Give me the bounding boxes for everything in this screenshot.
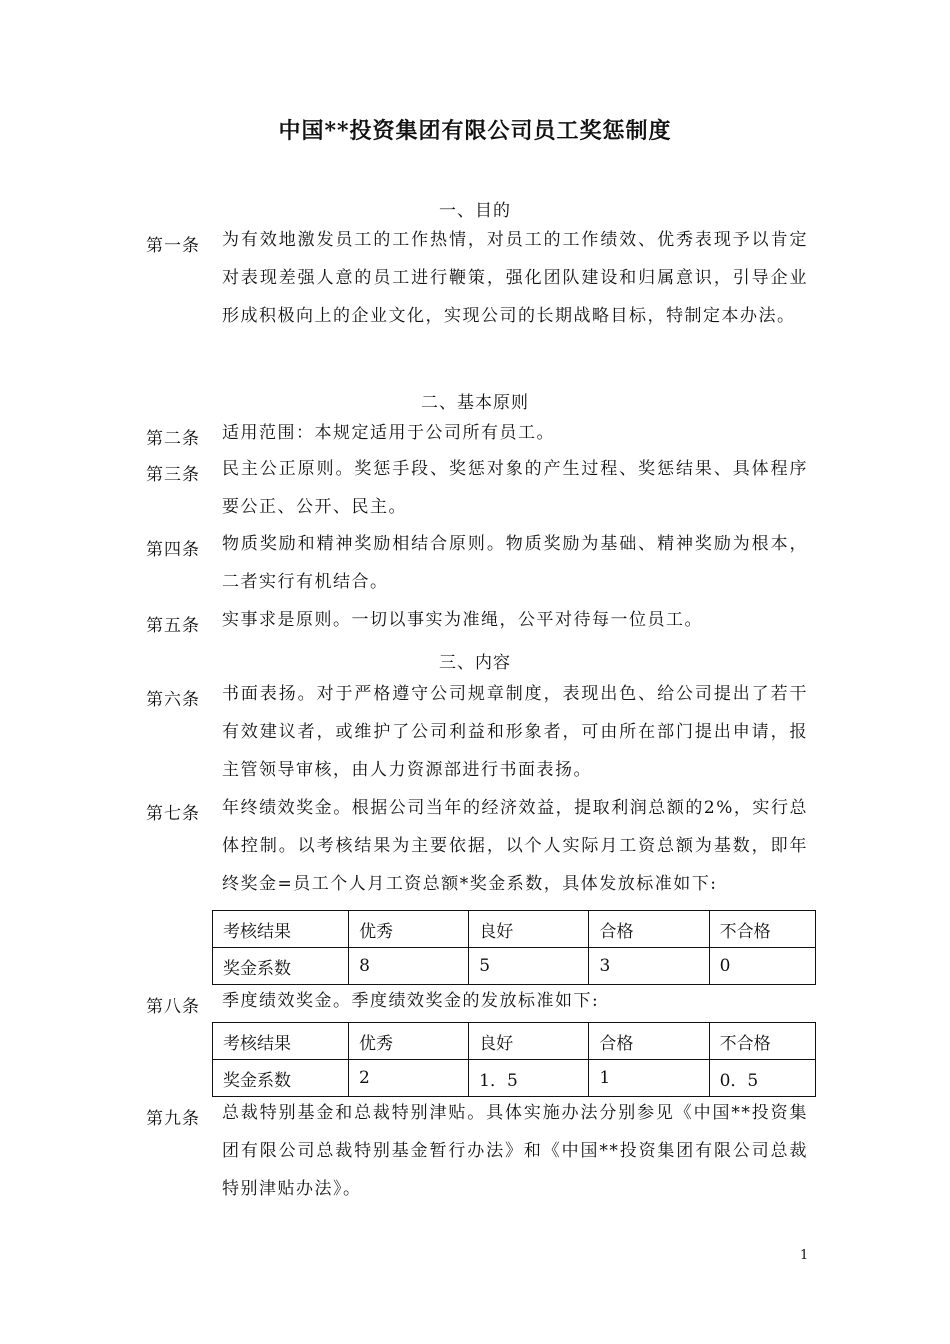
table-cell: 良好 xyxy=(469,1023,589,1060)
table-cell: 奖金系数 xyxy=(213,948,349,985)
article-9 xyxy=(146,1104,808,1208)
article-2 xyxy=(146,424,808,452)
table-cell: 考核结果 xyxy=(213,911,349,948)
section-heading-principles: 二、基本原则 xyxy=(421,393,529,413)
table-cell: 2 xyxy=(349,1060,469,1097)
table-header-row xyxy=(213,1023,816,1060)
article-text: 季度绩效奖金。季度绩效奖金的发放标准如下: xyxy=(222,991,600,1011)
section-heading-content: 三、内容 xyxy=(439,653,511,673)
article-label: 第一条 xyxy=(146,236,200,256)
table-cell: 优秀 xyxy=(349,911,469,948)
table-cell: 8 xyxy=(349,948,469,985)
table-cell: 合格 xyxy=(589,1023,709,1060)
table-cell: 0 xyxy=(709,948,815,985)
article-label: 第八条 xyxy=(146,997,200,1017)
article-6 xyxy=(146,685,808,789)
article-text: 适用范围：本规定适用于公司所有员工。 xyxy=(222,423,555,443)
article-label: 第六条 xyxy=(146,690,200,710)
table-cell: 不合格 xyxy=(709,911,815,948)
table-cell: 1 xyxy=(589,1060,709,1097)
article-label: 第七条 xyxy=(146,804,200,824)
article-label: 第四条 xyxy=(146,540,200,560)
table-cell: 不合格 xyxy=(709,1023,815,1060)
article-4 xyxy=(146,535,808,601)
article-label: 第二条 xyxy=(146,429,200,449)
article-1 xyxy=(146,231,808,335)
page-number: 1 xyxy=(800,1248,809,1263)
article-text: 民主公正原则。奖惩手段、奖惩对象的产生过程、奖惩结果、具体程序要公正、公开、民主。 xyxy=(222,459,808,517)
article-text: 实事求是原则。一切以事实为准绳，公平对待每一位员工。 xyxy=(222,610,703,630)
annual-bonus-table xyxy=(212,910,816,985)
article-text: 书面表扬。对于严格遵守公司规章制度，表现出色、给公司提出了若干有效建议者，或维护了公司利益和形象者，可由所在部门提出申请，报主管领导审核，由人力资源部进行书面表扬。 xyxy=(222,684,808,780)
article-3 xyxy=(146,460,808,526)
document-title: 中国**投资集团有限公司员工奖惩制度 xyxy=(278,118,672,144)
table-cell: 优秀 xyxy=(349,1023,469,1060)
quarterly-bonus-table xyxy=(212,1022,816,1097)
article-text: 总裁特别基金和总裁特别津贴。具体实施办法分别参见《中国**投资集团有限公司总裁特别基金暂行办法》和《中国**投资集团有限公司总裁特别津贴办法》。 xyxy=(222,1103,808,1199)
table-cell: 良好 xyxy=(469,911,589,948)
table-cell: 5 xyxy=(469,948,589,985)
table-cell: 考核结果 xyxy=(213,1023,349,1060)
table-header-row xyxy=(213,911,816,948)
table-cell: 奖金系数 xyxy=(213,1060,349,1097)
table-cell: 1．5 xyxy=(469,1060,589,1097)
article-text: 年终绩效奖金。根据公司当年的经济效益，提取利润总额的2%，实行总体控制。以考核结果为主要依据，以个人实际月工资总额为基数，即年终奖金=员工个人月工资总额*奖金系数，具体发放标准如下: xyxy=(222,798,808,894)
article-label: 第五条 xyxy=(146,616,200,636)
article-text: 物质奖励和精神奖励相结合原则。物质奖励为基础、精神奖励为根本，二者实行有机结合。 xyxy=(222,534,808,592)
table-cell: 合格 xyxy=(589,911,709,948)
article-7 xyxy=(146,799,808,903)
article-5 xyxy=(146,611,808,639)
table-cell: 3 xyxy=(589,948,709,985)
table-cell: 0．5 xyxy=(709,1060,815,1097)
table-row xyxy=(213,1060,816,1097)
article-8 xyxy=(146,992,808,1020)
article-text: 为有效地激发员工的工作热情，对员工的工作绩效、优秀表现予以肯定对表现差强人意的员工进行鞭策，强化团队建设和归属意识，引导企业形成积极向上的企业文化，实现公司的长期战略目标，特制定本办法。 xyxy=(222,230,808,326)
article-label: 第三条 xyxy=(146,465,200,485)
article-label: 第九条 xyxy=(146,1109,200,1129)
table-row xyxy=(213,948,816,985)
section-heading-purpose: 一、目的 xyxy=(439,201,511,221)
